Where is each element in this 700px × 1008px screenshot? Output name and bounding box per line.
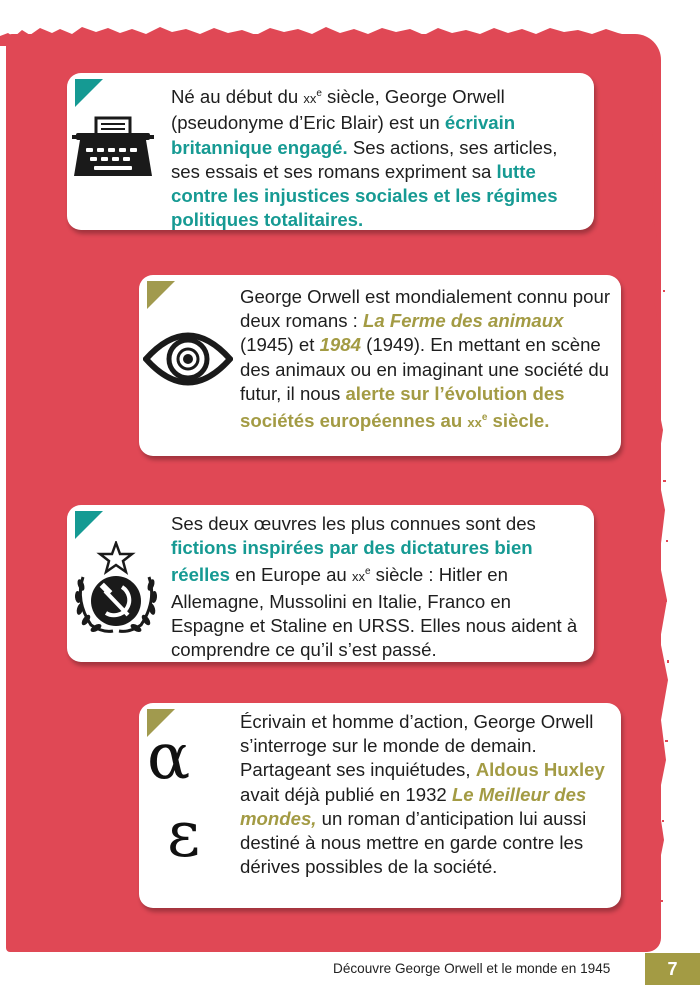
highlight-teal: écrivain britannique engagé.: [171, 112, 516, 158]
century-numeral: xx: [351, 569, 365, 585]
eye-icon: [143, 328, 233, 390]
card-text: [171, 512, 587, 662]
superscript: e: [316, 88, 322, 99]
text-run: siècle, George Orwell (pseudonyme d’Eric Blair) est un: [171, 86, 505, 134]
text-run: Écrivain et homme d’action, George Orwell s’interroge sur le monde de demain. Partageant ses inquiétudes,: [240, 711, 594, 781]
alpha-icon: α: [147, 720, 191, 794]
brush-edge-top: [0, 24, 700, 46]
highlight-olive: alerte sur l’évolution des sociétés européennes au: [240, 382, 565, 432]
card-huxley: [139, 703, 621, 908]
footer-title: Découvre George Orwell et le monde en 1945: [333, 961, 611, 976]
text-run: (1949). En mettant en scène des animaux ou en imaginant une société du futur, il nous: [240, 334, 610, 404]
corner-triangle: [75, 79, 103, 107]
text-run: un roman d’anticipation lui aussi destiné à nous mettre en garde contre les dérives possibles de la société.: [240, 807, 587, 878]
brush-edge-right: [630, 40, 670, 940]
text-run: Ses actions, ses articles, ses essais et ses romans expriment sa: [171, 136, 558, 182]
book-title: 1984: [319, 334, 361, 356]
superscript: e: [481, 412, 488, 424]
card-text: [240, 285, 614, 435]
century-numeral: xx: [467, 415, 482, 431]
corner-triangle: [147, 281, 175, 309]
corner-triangle: [75, 511, 103, 539]
book-title: Le Meilleur des mondes,: [240, 783, 587, 829]
text-run: Ses deux œuvres les plus connues sont des: [171, 513, 536, 534]
text-run: (1945) et: [240, 334, 320, 356]
superscript: e: [364, 566, 371, 578]
highlight-teal: lutte contre les injustices sociales et les régimes politiques totalitaires.: [171, 160, 558, 231]
book-title: La Ferme des animaux: [362, 310, 564, 332]
epsilon-icon: ε: [167, 798, 201, 872]
card-text: [240, 710, 614, 879]
highlight-teal: fictions inspirées par des dictatures bien réelles: [171, 537, 533, 586]
typewriter-icon: [72, 116, 154, 182]
highlight-olive: siècle.: [487, 410, 550, 432]
text-run: Né au début du: [171, 86, 304, 108]
hammer-sickle-emblem-icon: [73, 541, 159, 637]
century-numeral: xx: [303, 91, 317, 107]
card-dictatorships: [67, 505, 594, 662]
page-number: 7: [645, 953, 700, 985]
card-text: [171, 82, 589, 232]
text-run: avait déjà publié en 1932: [240, 783, 452, 805]
text-run: en Europe au: [229, 564, 352, 586]
author-name: Aldous Huxley: [475, 759, 605, 781]
text-run: George Orwell est mondialement connu pour deux romans :: [240, 286, 611, 332]
card-two-novels: [139, 275, 621, 456]
card-orwell-intro: [67, 73, 594, 230]
text-run: siècle : Hitler en Allemagne, Mussolini en Italie, Franco en Espagne et Staline en URSS. Elles nous aident à comprendre ce qu’il s’est passé.: [171, 564, 578, 661]
